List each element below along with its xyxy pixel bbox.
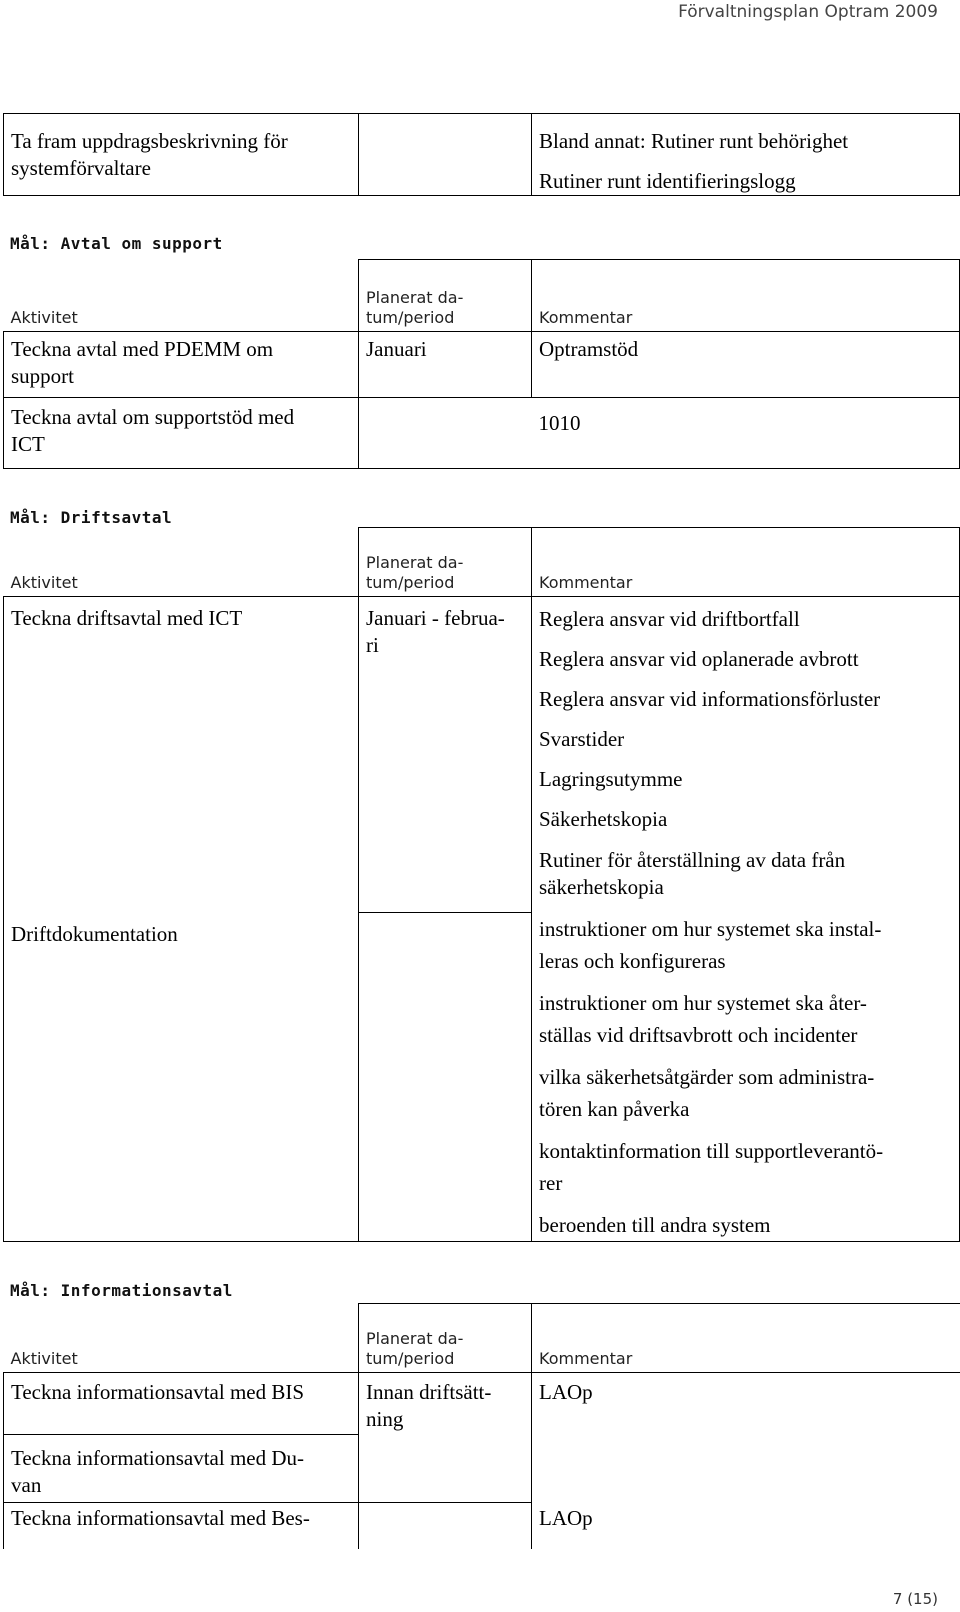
- support-row1-activity: [4, 332, 359, 398]
- table-info: [3, 1303, 960, 1549]
- col-header-date: [359, 260, 532, 332]
- comment-item: Reglera ansvar vid oplanerade avbrott: [539, 647, 859, 671]
- info-row1-comment: [532, 1373, 960, 1435]
- comment-item: ställas vid driftsavbrott och incidenter: [539, 1022, 858, 1047]
- comment-item: instruktioner om hur systemet ska åter-: [539, 990, 867, 1015]
- drift-row2-comments: [532, 913, 960, 1242]
- comment-item: Rutiner för återställning av data från: [539, 848, 846, 872]
- support-row1-date: [359, 332, 532, 398]
- comment-item: kontaktinformation till supportleverantö-: [539, 1138, 884, 1163]
- activity-line: Teckna avtal med PDEMM om: [11, 337, 274, 361]
- drift-row2-date: [359, 913, 532, 1242]
- col-header-date-line: Planerat da-: [366, 288, 464, 307]
- activity-line: Teckna avtal om supportstöd med: [11, 405, 295, 429]
- goal-heading-support: Mål: Avtal om support: [10, 234, 223, 253]
- table-support: [3, 259, 960, 469]
- comment-item: Lagringsutymme: [539, 767, 683, 791]
- info-row1-date: [359, 1373, 532, 1435]
- col-header-date-line: tum/period: [366, 1349, 455, 1368]
- col-header-activity-text: Aktivitet: [10, 573, 78, 592]
- col-header-date: [359, 528, 532, 597]
- activity-line: Teckna informationsavtal med Du-: [11, 1446, 305, 1470]
- info-row3-activity: [4, 1503, 359, 1549]
- comment-item: Svarstider: [539, 727, 625, 751]
- drift-row1-comments: [532, 597, 960, 913]
- comment-item: Reglera ansvar vid informationsförluster: [539, 687, 881, 711]
- activity-line: Teckna informationsavtal med BIS: [11, 1380, 305, 1404]
- comment-item: tören kan påverka: [539, 1096, 690, 1121]
- col-header-comment: [532, 260, 960, 332]
- activity-line: Teckna informationsavtal med Bes-: [11, 1506, 310, 1530]
- goal-heading-drift: Mål: Driftsavtal: [10, 508, 173, 527]
- col-header-activity-text: Aktivitet: [10, 1349, 78, 1368]
- comment-item: instruktioner om hur systemet ska instal-: [539, 916, 882, 941]
- activity-line: van: [11, 1473, 42, 1497]
- comment-item: leras och konfigureras: [539, 948, 726, 973]
- top-activity-cell: [4, 114, 359, 196]
- date-text: Januari: [366, 337, 427, 361]
- comment-item: beroenden till andra system: [539, 1212, 771, 1237]
- col-header-comment-text: Kommentar: [539, 308, 633, 327]
- support-row2-activity: [4, 398, 359, 469]
- top-comment-cell: [532, 114, 960, 196]
- col-header-comment-text: Kommentar: [539, 573, 633, 592]
- col-header-comment-text: Kommentar: [539, 1349, 633, 1368]
- info-row2-activity: [4, 1435, 359, 1503]
- support-row2-date: [359, 398, 532, 469]
- comment-text: 1010: [538, 411, 581, 435]
- date-line: ri: [366, 633, 379, 657]
- table-drift: [3, 527, 960, 1242]
- comment-item: vilka säkerhetsåtgärder som administra-: [539, 1064, 875, 1089]
- col-header-activity: [4, 528, 359, 597]
- comment-item: rer: [539, 1170, 563, 1195]
- info-row3-date: [359, 1503, 532, 1549]
- info-row2-comment: [532, 1435, 960, 1503]
- col-header-activity-text: Aktivitet: [10, 308, 78, 327]
- info-row2-date: [359, 1435, 532, 1503]
- drift-row1-activity: [4, 597, 359, 913]
- top-date-cell: [359, 114, 532, 196]
- col-header-date-line: Planerat da-: [366, 553, 464, 572]
- activity-line: support: [11, 364, 74, 388]
- comment-text: Optramstöd: [539, 337, 639, 361]
- support-row1-comment: [532, 332, 960, 398]
- col-header-date-line: tum/period: [366, 308, 455, 327]
- top-comment-line: Rutiner runt identifieringslogg: [539, 169, 796, 193]
- support-row2-comment: [532, 398, 960, 469]
- date-line: Januari - februa-: [366, 606, 505, 630]
- comment-text: LAOp: [539, 1505, 593, 1530]
- activity-text: Teckna driftsavtal med ICT: [11, 606, 243, 630]
- activity-text: Driftdokumentation: [11, 921, 178, 946]
- col-header-activity: [4, 260, 359, 332]
- info-row3-comment: [532, 1503, 960, 1549]
- comment-item: Reglera ansvar vid driftbortfall: [539, 607, 800, 631]
- top-activity-line: systemförvaltare: [11, 156, 151, 180]
- col-header-comment: [532, 528, 960, 597]
- col-header-date-line: tum/period: [366, 573, 455, 592]
- info-row1-activity: [4, 1373, 359, 1435]
- col-header-comment: [532, 1304, 960, 1373]
- top-comment-line: Bland annat: Rutiner runt behörighet: [539, 129, 849, 153]
- table-top-continuation: [3, 113, 960, 196]
- document-header-title: Förvaltningsplan Optram 2009: [678, 2, 938, 22]
- drift-row1-date: [359, 597, 532, 913]
- page-number: 7 (15): [892, 1590, 938, 1608]
- col-header-activity: [4, 1304, 359, 1373]
- date-line: Innan driftsätt-: [366, 1380, 492, 1404]
- comment-item: säkerhetskopia: [539, 875, 664, 899]
- col-header-date-line: Planerat da-: [366, 1329, 464, 1348]
- goal-heading-info: Mål: Informationsavtal: [10, 1281, 233, 1300]
- col-header-date: [359, 1304, 532, 1373]
- activity-line: ICT: [11, 432, 45, 456]
- top-activity-line: Ta fram uppdragsbeskrivning för: [11, 129, 288, 153]
- drift-row2-activity: [4, 913, 359, 1242]
- date-line: ning: [366, 1407, 404, 1431]
- comment-item: Säkerhetskopia: [539, 807, 668, 831]
- comment-text: LAOp: [539, 1380, 593, 1404]
